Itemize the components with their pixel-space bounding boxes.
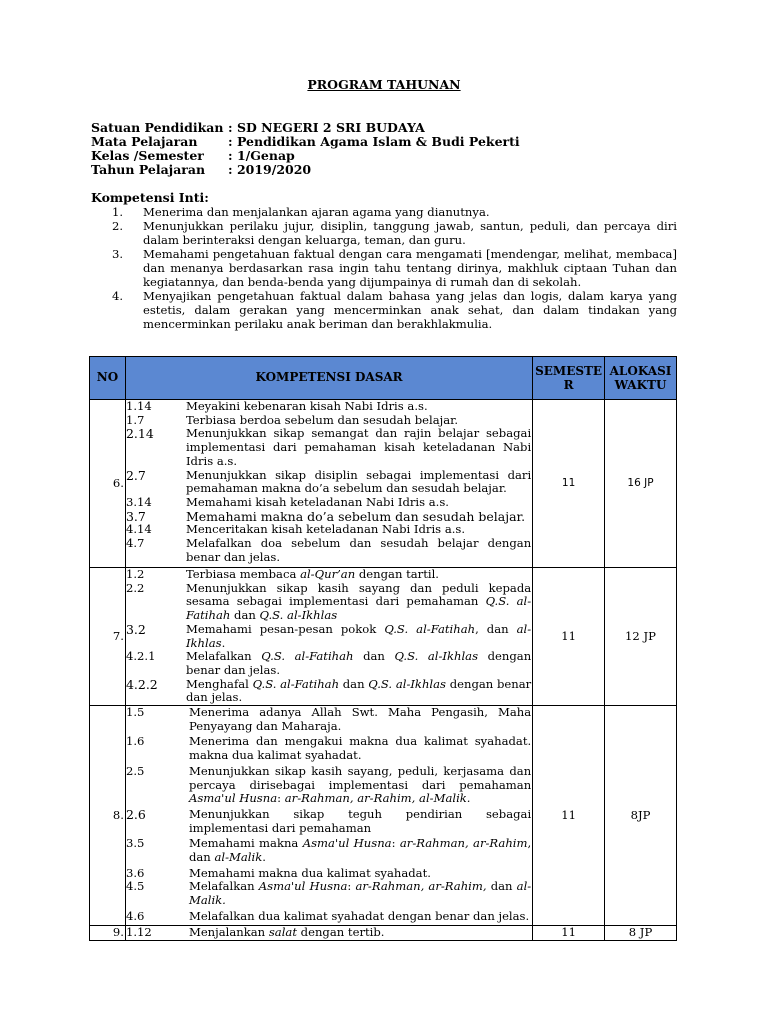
table-header-row (90, 357, 677, 400)
row-number: 6. (90, 400, 126, 568)
list-item: 4. Menyajikan pengetahuan faktual dalam bahasa yang jelas dan logis, dalam karya yang estetis, dalam gerakan yang mencerminkan anak sehat, dan dalam tindakan yang mencerminkan perilaku anak beriman dan berakhlakmulia. (112, 289, 677, 331)
kd-item: 1.2 Terbiasa membaca al-Qur’an dengan tartil. (125, 567, 439, 581)
kd-item: 3.5 Memahami makna Asma'ul Husna: ar-Rahman, ar-Rahim, dan al-Malik. (125, 836, 532, 865)
kd-item: 4.2.2 Menghafal Q.S. al-Fatihah dan Q.S. al-Ikhlas dengan benar dan jelas. (125, 676, 532, 705)
table-row (90, 568, 677, 706)
list-item: 2. Menunjukkan perilaku jujur, disiplin, tanggung jawab, santun, peduli, dan percaya diri dalam berinteraksi dengan keluarga, teman, dan guru. (112, 219, 677, 247)
table-row (90, 400, 677, 568)
kd-item: 3.6 Memahami makna dua kalimat syahadat. (125, 865, 431, 880)
kd-cell (125, 706, 532, 926)
kd-cell (125, 926, 532, 941)
list-item: 3. Memahami pengetahuan faktual dengan cara mengamati [mendengar, melihat, membaca] dan menanya berdasarkan rasa ingin tahu tentang dirinya, makhluk ciptaan Tuhan dan kegiatannya, dan benda-benda yang dijumpainya di rumah dan di sekolah. (112, 247, 677, 289)
kompetensi-dasar-table (89, 356, 677, 941)
info-row-school: Satuan Pendidikan : SD NEGERI 2 SRI BUDAYA (91, 120, 425, 135)
kd-item: 1.6 Menerima dan mengakui makna dua kalimat syahadat. makna dua kalimat syahadat. (125, 734, 532, 763)
kd-item: 2.6 Menunjukkan sikap teguh pendirian sebagai implementasi dari pemahaman (125, 806, 532, 835)
kd-item: 4.5 Melafalkan Asma'ul Husna: ar-Rahman, ar-Rahim, dan al-Malik. (125, 879, 532, 908)
semester-cell: 11 (533, 568, 605, 706)
kompetensi-inti-list (112, 205, 677, 331)
identity-block (91, 121, 520, 177)
semester-cell: 11 (533, 400, 605, 568)
info-row-subject: Mata Pelajaran : Pendidikan Agama Islam & Budi Pekerti (91, 134, 520, 149)
header-kompetensi-dasar: KOMPETENSI DASAR (125, 357, 532, 400)
header-semester: SEMESTER (533, 357, 605, 400)
header-no: NO (90, 357, 126, 400)
kd-item: 1.12 Menjalankan salat dengan tertib. (125, 925, 385, 940)
info-row-class: Kelas /Semester : 1/Genap (91, 148, 295, 163)
semester-cell: 11 (533, 706, 605, 926)
kd-item: 2.5 Menunjukkan sikap kasih sayang, peduli, kerjasama dan percaya dirisebagai implementasi dari pemahaman Asma'ul Husna: ar-Rahman, ar-Rahim, al-Malik. (125, 763, 532, 806)
table-row (90, 926, 677, 941)
alokasi-cell: 16 JP (605, 400, 677, 568)
header-alokasi-waktu: ALOKASI WAKTU (605, 357, 677, 400)
row-number: 9. (90, 926, 126, 941)
table-row (90, 706, 677, 926)
kd-item: 2.14 Menunjukkan sikap semangat dan rajin belajar sebagai implementasi dari pemahaman kisah keteladanan Nabi Idris a.s. (125, 426, 532, 468)
kd-item: 3.7 Memahami makna do’a sebelum dan sesudah belajar. (125, 508, 526, 524)
document-title: PROGRAM TAHUNAN (307, 77, 461, 92)
kd-item: 3.2 Memahami pesan-pesan pokok Q.S. al-Fatihah, dan al-Ikhlas. (125, 621, 532, 650)
kd-cell (125, 400, 532, 568)
kd-item: 1.7 Terbiasa berdoa sebelum dan sesudah belajar. (125, 412, 459, 427)
alokasi-cell: 8 JP (605, 926, 677, 941)
semester-cell: 11 (533, 926, 605, 941)
info-row-year: Tahun Pelajaran : 2019/2020 (91, 162, 312, 177)
kd-item: 1.5 Menerima adanya Allah Swt. Maha Pengasih, Maha Penyayang dan Maharaja. (125, 705, 532, 733)
kompetensi-inti-heading: Kompetensi Inti: (91, 190, 209, 205)
kd-item: 4.7 Melafalkan doa sebelum dan sesudah belajar dengan benar dan jelas. (125, 536, 532, 564)
kd-item: 4.14 Menceritakan kisah keteladanan Nabi Idris a.s. (125, 522, 466, 537)
alokasi-cell: 8JP (605, 706, 677, 926)
row-number: 7. (90, 568, 126, 706)
kd-item: 1.14 Meyakini kebenaran kisah Nabi Idris a.s. (125, 399, 428, 413)
kd-item: 2.7 Menunjukkan sikap disiplin sebagai implementasi dari pemahaman makna do’a sebelum dan sesudah belajar. (125, 467, 532, 496)
kd-cell (125, 568, 532, 706)
kd-item: 4.2.1 Melafalkan Q.S. al-Fatihah dan Q.S. al-Ikhlas dengan benar dan jelas. (125, 649, 532, 677)
kd-item: 2.2 Menunjukkan sikap kasih sayang dan peduli kepada sesama sebagai implementasi dari pemahaman Q.S. al-Fatihah dan Q.S. al-Ikhlas (125, 580, 532, 623)
kd-item: 4.6 Melafalkan dua kalimat syahadat dengan benar dan jelas. (125, 908, 530, 923)
alokasi-cell: 12 JP (605, 568, 677, 706)
kd-item: 3.14 Memahami kisah keteladanan Nabi Idris a.s. (125, 494, 449, 509)
list-item: 1. Menerima dan menjalankan ajaran agama yang dianutnya. (112, 205, 490, 219)
row-number: 8. (90, 706, 126, 926)
